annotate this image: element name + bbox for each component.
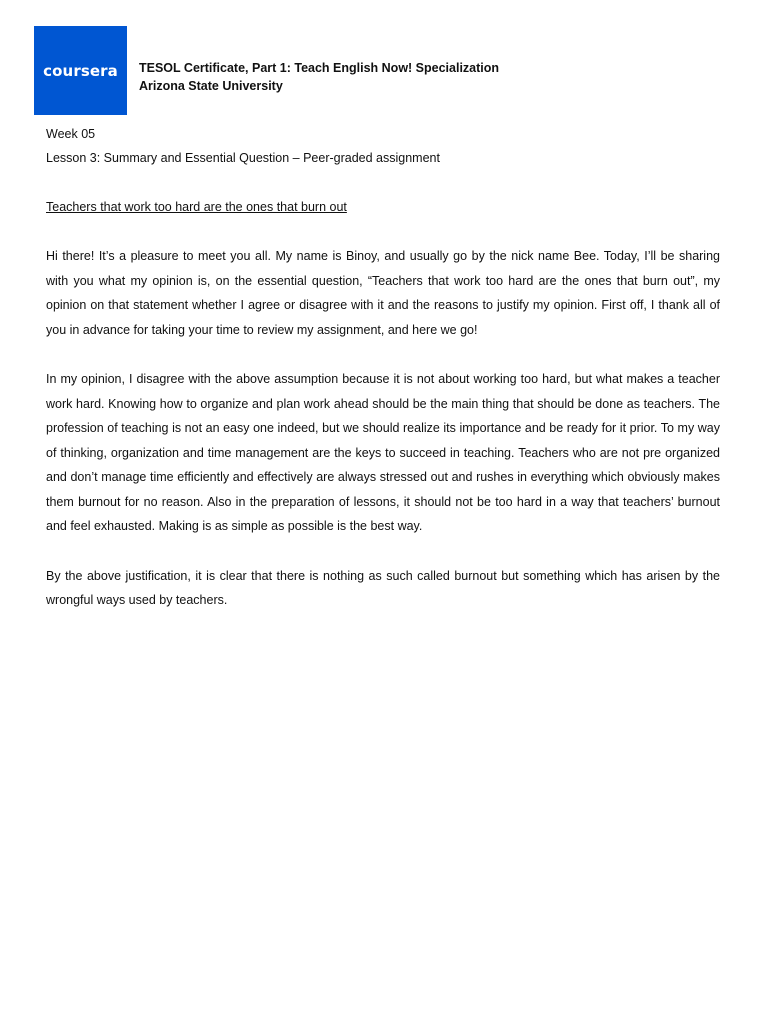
essay-paragraph-2: In my opinion, I disagree with the above assumption because it is not about working too hard, but what makes a teacher work hard. Knowing how to organize and plan work ahead should be the main thing that should be done as teachers. The profession of teaching is not an easy one indeed, but we should realize its importance and be ready for it prior. To my way of thinking, organization and time management are the keys to succeed in teaching. Teachers who are not pre organized and don’t manage time efficiently and effectively are always stressed out and rushes in everything which obviously makes them burnout for no reason. Also in the preparation of lessons, it should not be too hard in a way that teachers’ burnout and feel exhausted. Making is as simple as possible is the best way.: [46, 372, 720, 533]
university-name: Arizona State University: [139, 79, 283, 93]
essay-title: Teachers that work too hard are the ones that burn out: [46, 200, 347, 214]
essay-paragraph-1: Hi there! It’s a pleasure to meet you all. My name is Binoy, and usually go by the nick name Bee. Today, I’ll be sharing with you what my opinion is, on the essential question, “Teachers that work too hard are the ones that burn out”, my opinion on that statement whether I agree or disagree with it and the reasons to justify my opinion. First off, I thank all of you in advance for taking your time to review my assignment, and here we go!: [46, 249, 720, 337]
coursera-logo: [34, 26, 127, 115]
logo-text: coursera: [43, 61, 118, 80]
document-header: [139, 59, 499, 95]
week-label: Week 05: [46, 127, 96, 141]
essay-paragraph-3: By the above justification, it is clear that there is nothing as such called burnout but something which has arisen by the wrongful ways used by teachers.: [46, 568, 720, 607]
lesson-label: Lesson 3: Summary and Essential Question – Peer-graded assignment: [46, 151, 440, 165]
course-title: TESOL Certificate, Part 1: Teach English Now! Specialization: [139, 61, 500, 75]
document-body: [46, 122, 720, 613]
